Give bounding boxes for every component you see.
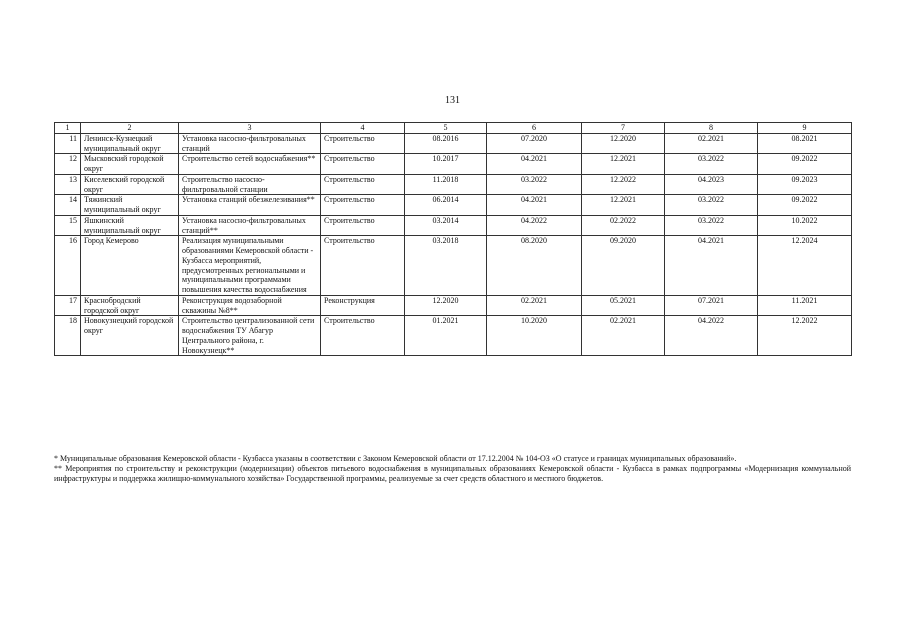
row-number-cell: 17 bbox=[55, 295, 81, 316]
column-header: 6 bbox=[487, 123, 582, 134]
footnote-2: ** Мероприятия по строительству и реконструкции (модернизации) объектов питьевого водоснабжения в муниципальных образованиях Кемеровской области - Кузбасса в рамках подпрограммы «Модернизация коммунальной инфраструктуры и поддержка жилищно-коммунального хозяйства» Государственной программы, реализуемые за счет средств областного и местного бюджетов. bbox=[54, 464, 851, 484]
row-number-cell: 16 bbox=[55, 236, 81, 296]
date-col-7-cell: 02.2022 bbox=[582, 215, 665, 236]
activity-cell: Установка насосно-фильтровальных станций bbox=[179, 133, 321, 154]
date-col-6-cell: 02.2021 bbox=[487, 295, 582, 316]
table-row bbox=[55, 133, 852, 154]
date-col-8-cell: 03.2022 bbox=[665, 195, 758, 216]
date-start-cell: 10.2017 bbox=[405, 154, 487, 175]
municipality-cell: Яшкинский муниципальный округ bbox=[81, 215, 179, 236]
date-col-6-cell: 04.2022 bbox=[487, 215, 582, 236]
page-number: 131 bbox=[445, 95, 460, 106]
row-number-cell: 12 bbox=[55, 154, 81, 175]
work-type-cell: Строительство bbox=[321, 236, 405, 296]
date-start-cell: 11.2018 bbox=[405, 174, 487, 195]
date-col-8-cell: 04.2021 bbox=[665, 236, 758, 296]
date-end-cell: 09.2022 bbox=[758, 154, 852, 175]
column-header: 3 bbox=[179, 123, 321, 134]
column-header: 7 bbox=[582, 123, 665, 134]
date-col-7-cell: 02.2021 bbox=[582, 316, 665, 356]
date-col-8-cell: 02.2021 bbox=[665, 133, 758, 154]
row-number-cell: 15 bbox=[55, 215, 81, 236]
footnotes bbox=[54, 454, 851, 484]
date-end-cell: 12.2024 bbox=[758, 236, 852, 296]
table-row bbox=[55, 236, 852, 296]
activity-cell: Строительство централизованной сети водоснабжения ТУ Абагур Центрального района, г. Новокузнецк** bbox=[179, 316, 321, 356]
column-header: 4 bbox=[321, 123, 405, 134]
row-number-cell: 13 bbox=[55, 174, 81, 195]
date-end-cell: 10.2022 bbox=[758, 215, 852, 236]
activity-cell: Установка насосно-фильтровальных станций** bbox=[179, 215, 321, 236]
date-end-cell: 09.2022 bbox=[758, 195, 852, 216]
header-row bbox=[55, 123, 852, 134]
construction-schedule-table bbox=[54, 122, 852, 356]
date-end-cell: 12.2022 bbox=[758, 316, 852, 356]
footnote-1: * Муниципальные образования Кемеровской области - Кузбасса указаны в соответствии с Законом Кемеровской области от 17.12.2004 № 104-ОЗ «О статусе и границах муниципальных образований». bbox=[54, 454, 737, 463]
date-start-cell: 06.2014 bbox=[405, 195, 487, 216]
row-number-cell: 18 bbox=[55, 316, 81, 356]
municipality-cell: Город Кемерово bbox=[81, 236, 179, 296]
table-row bbox=[55, 316, 852, 356]
date-col-8-cell: 04.2023 bbox=[665, 174, 758, 195]
table-row bbox=[55, 195, 852, 216]
date-start-cell: 12.2020 bbox=[405, 295, 487, 316]
work-type-cell: Реконструкция bbox=[321, 295, 405, 316]
column-header: 2 bbox=[81, 123, 179, 134]
work-type-cell: Строительство bbox=[321, 133, 405, 154]
municipality-cell: Киселевский городской округ bbox=[81, 174, 179, 195]
activity-cell: Реконструкция водозаборной скважины №8** bbox=[179, 295, 321, 316]
activity-cell: Строительство сетей водоснабжения** bbox=[179, 154, 321, 175]
date-end-cell: 11.2021 bbox=[758, 295, 852, 316]
activity-cell: Установка станций обезжелезивания** bbox=[179, 195, 321, 216]
date-start-cell: 03.2014 bbox=[405, 215, 487, 236]
column-header: 8 bbox=[665, 123, 758, 134]
date-end-cell: 09.2023 bbox=[758, 174, 852, 195]
date-col-6-cell: 03.2022 bbox=[487, 174, 582, 195]
work-type-cell: Строительство bbox=[321, 316, 405, 356]
date-start-cell: 01.2021 bbox=[405, 316, 487, 356]
date-col-6-cell: 04.2021 bbox=[487, 195, 582, 216]
table-row bbox=[55, 154, 852, 175]
column-header: 9 bbox=[758, 123, 852, 134]
municipality-cell: Мысковский городской округ bbox=[81, 154, 179, 175]
date-col-8-cell: 03.2022 bbox=[665, 215, 758, 236]
table-row bbox=[55, 215, 852, 236]
date-start-cell: 08.2016 bbox=[405, 133, 487, 154]
municipality-cell: Новокузнецкий городской округ bbox=[81, 316, 179, 356]
date-col-6-cell: 08.2020 bbox=[487, 236, 582, 296]
date-col-6-cell: 10.2020 bbox=[487, 316, 582, 356]
row-number-cell: 11 bbox=[55, 133, 81, 154]
activity-cell: Реализация муниципальными образованиями Кемеровской области - Кузбасса мероприятий, предусмотренных региональными и муниципальными программами повышения качества водоснабжения bbox=[179, 236, 321, 296]
table-row bbox=[55, 295, 852, 316]
date-col-8-cell: 03.2022 bbox=[665, 154, 758, 175]
date-col-7-cell: 05.2021 bbox=[582, 295, 665, 316]
date-col-8-cell: 07.2021 bbox=[665, 295, 758, 316]
date-col-6-cell: 04.2021 bbox=[487, 154, 582, 175]
table-row bbox=[55, 174, 852, 195]
date-col-7-cell: 12.2020 bbox=[582, 133, 665, 154]
date-col-7-cell: 09.2020 bbox=[582, 236, 665, 296]
date-col-7-cell: 12.2021 bbox=[582, 154, 665, 175]
date-col-7-cell: 12.2022 bbox=[582, 174, 665, 195]
column-header: 1 bbox=[55, 123, 81, 134]
municipality-cell: Тяжинский муниципальный округ bbox=[81, 195, 179, 216]
date-start-cell: 03.2018 bbox=[405, 236, 487, 296]
column-header: 5 bbox=[405, 123, 487, 134]
work-type-cell: Строительство bbox=[321, 215, 405, 236]
row-number-cell: 14 bbox=[55, 195, 81, 216]
work-type-cell: Строительство bbox=[321, 195, 405, 216]
date-end-cell: 08.2021 bbox=[758, 133, 852, 154]
activity-cell: Строительство насосно-фильтровальной станции bbox=[179, 174, 321, 195]
municipality-cell: Краснобродский городской округ bbox=[81, 295, 179, 316]
work-type-cell: Строительство bbox=[321, 174, 405, 195]
date-col-6-cell: 07.2020 bbox=[487, 133, 582, 154]
date-col-8-cell: 04.2022 bbox=[665, 316, 758, 356]
date-col-7-cell: 12.2021 bbox=[582, 195, 665, 216]
municipality-cell: Ленинск-Кузнецкий муниципальный округ bbox=[81, 133, 179, 154]
work-type-cell: Строительство bbox=[321, 154, 405, 175]
